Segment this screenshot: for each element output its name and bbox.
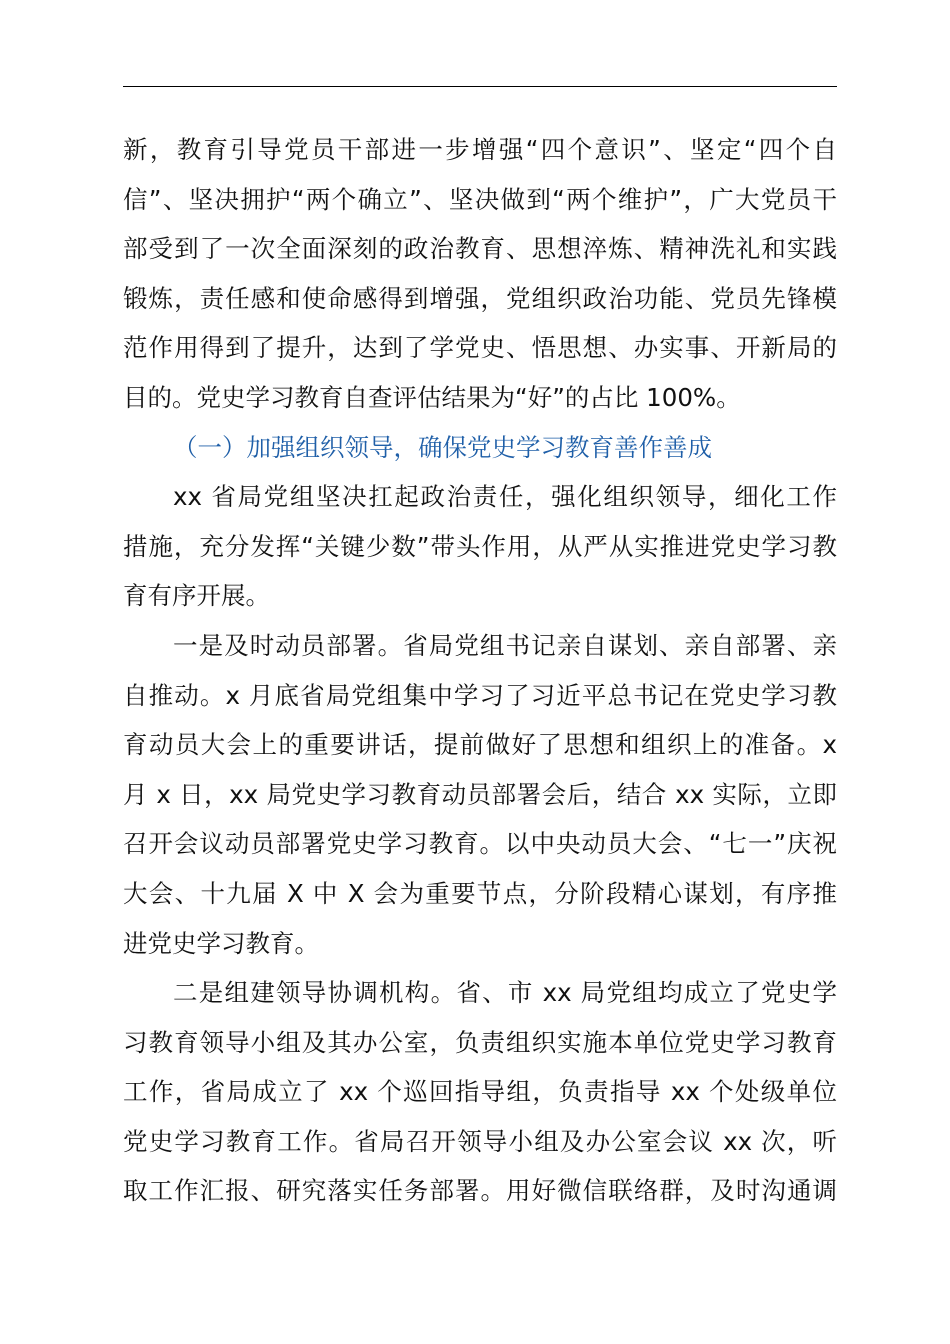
text-line: 部受到了一次全面深刻的政治教育、思想淬炼、精神洗礼和实践 [123, 234, 837, 264]
header-rule [123, 86, 837, 87]
text-line: 进党史学习教育。 [123, 928, 319, 958]
text-line: 工作，省局成立了 xx 个巡回指导组，负责指导 xx 个处级单位 [123, 1077, 837, 1107]
text-line: 范作用得到了提升，达到了学党史、悟思想、办实事、开新局的 [123, 333, 837, 363]
text-line: 目的。党史学习教育自查评估结果为“好”的占比 100%。 [123, 382, 741, 412]
text-line: 月 x 日，xx 局党史学习教育动员部署会后，结合 xx 实际，立即 [123, 779, 837, 809]
text-line: 取工作汇报、研究落实任务部署。用好微信联络群，及时沟通调 [123, 1176, 837, 1206]
text-line: 新，教育引导党员干部进一步增强“四个意识”、坚定“四个自 [123, 135, 837, 164]
text-line: 大会、十九届 X 中 X 会为重要节点，分阶段精心谋划，有序推 [123, 878, 837, 908]
text-line: 锻炼，责任感和使命感得到增强，党组织政治功能、党员先锋模 [123, 283, 837, 313]
text-line: 育有序开展。 [123, 581, 270, 611]
text-line: 习教育领导小组及其办公室，负责组织实施本单位党史学习教育 [123, 1027, 837, 1057]
text-line: 育动员大会上的重要讲话，提前做好了思想和组织上的准备。x [123, 730, 837, 760]
text-line: xx 省局党组坚决扛起政治责任，强化组织领导，细化工作 [173, 482, 837, 512]
text-line: 二是组建领导协调机构。省、市 xx 局党组均成立了党史学 [173, 978, 837, 1008]
text-line: 党史学习教育工作。省局召开领导小组及办公室会议 xx 次，听 [123, 1126, 837, 1156]
section-heading: （一）加强组织领导，确保党史学习教育善作善成 [173, 432, 712, 462]
text-line: 信”、坚决拥护“两个确立”、坚决做到“两个维护”，广大党员干 [123, 184, 837, 214]
text-line: 召开会议动员部署党史学习教育。以中央动员大会、“七一”庆祝 [123, 829, 837, 859]
document-body [123, 125, 837, 1216]
text-line: 措施，充分发挥“关键少数”带头作用，从严从实推进党史学习教 [123, 531, 837, 561]
text-line: 一是及时动员部署。省局党组书记亲自谋划、亲自部署、亲 [173, 630, 837, 660]
text-line: 自推动。x 月底省局党组集中学习了习近平总书记在党史学习教 [123, 680, 837, 710]
